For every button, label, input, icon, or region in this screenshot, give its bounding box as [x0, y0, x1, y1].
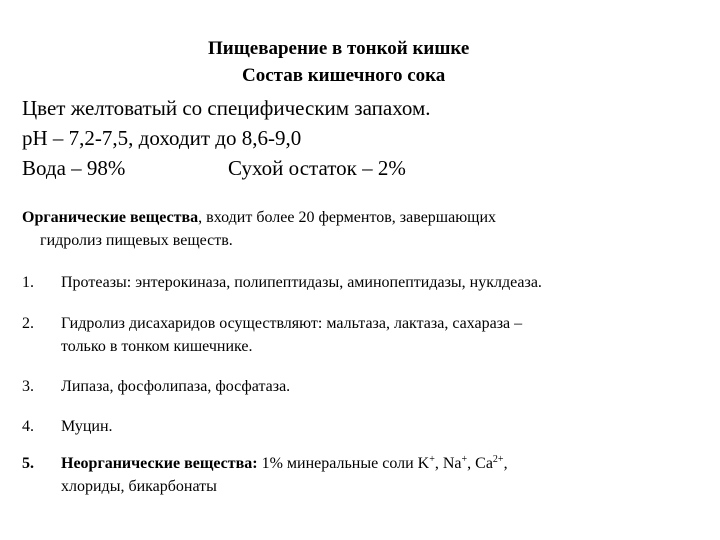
composition-line	[22, 155, 406, 181]
potassium-charge: +	[429, 454, 435, 465]
organic-paragraph	[22, 206, 702, 252]
water-text: Вода – 98%	[22, 156, 126, 180]
sodium-charge: +	[461, 454, 468, 465]
organic-text-line1: , входит более 20 ферментов, завершающих	[198, 209, 497, 226]
list-item-text: Липаза, фосфолипаза, фосфатаза.	[61, 378, 291, 395]
list-item-inorganic	[22, 452, 702, 498]
list-item-text-cont: только в тонком кишечнике.	[61, 338, 253, 355]
inorganic-salts-text: 1% минеральные соли K	[257, 455, 430, 472]
ph-text: рН – 7,2-7,5, доходит до 8,6-9,0	[22, 126, 302, 150]
juice-color-text: Цвет желтоватый со специфическим запахом.	[22, 96, 431, 120]
organic-text-line2: гидролиз пищевых веществ.	[40, 232, 233, 249]
calcium-text: , Ca	[467, 455, 493, 472]
inorganic-label: Неорганические вещества:	[61, 455, 258, 472]
list-item	[22, 271, 702, 294]
list-item	[22, 375, 702, 398]
slide-title: Пищеварение в тонкой кишке	[208, 38, 470, 59]
inorganic-text-line2: хлориды, бикарбонаты	[61, 478, 217, 495]
list-item-number: 4.	[22, 418, 34, 435]
list-item-number: 3.	[22, 378, 34, 395]
sodium-text: , Na	[434, 455, 462, 472]
dry-residue-text: Сухой остаток – 2%	[228, 156, 406, 180]
list-item-text: Муцин.	[61, 418, 113, 435]
calcium-charge: 2+	[492, 454, 504, 465]
list-item-number: 5.	[22, 455, 34, 472]
list-item-text: Протеазы: энтерокиназа, полипептидазы, аминопептидазы, нуклдеаза.	[61, 274, 542, 291]
list-item-number: 2.	[22, 315, 34, 332]
organic-label: Органические вещества	[22, 209, 199, 226]
inorganic-text-line1	[61, 452, 702, 475]
list-item	[22, 415, 702, 438]
list-item-number: 1.	[22, 274, 34, 291]
list-item	[22, 312, 702, 358]
trailing-comma: ,	[503, 455, 508, 472]
slide-subtitle: Состав кишечного сока	[242, 65, 446, 86]
list-item-text: Гидролиз дисахаридов осуществляют: мальтаза, лактаза, сахараза –	[61, 315, 523, 332]
